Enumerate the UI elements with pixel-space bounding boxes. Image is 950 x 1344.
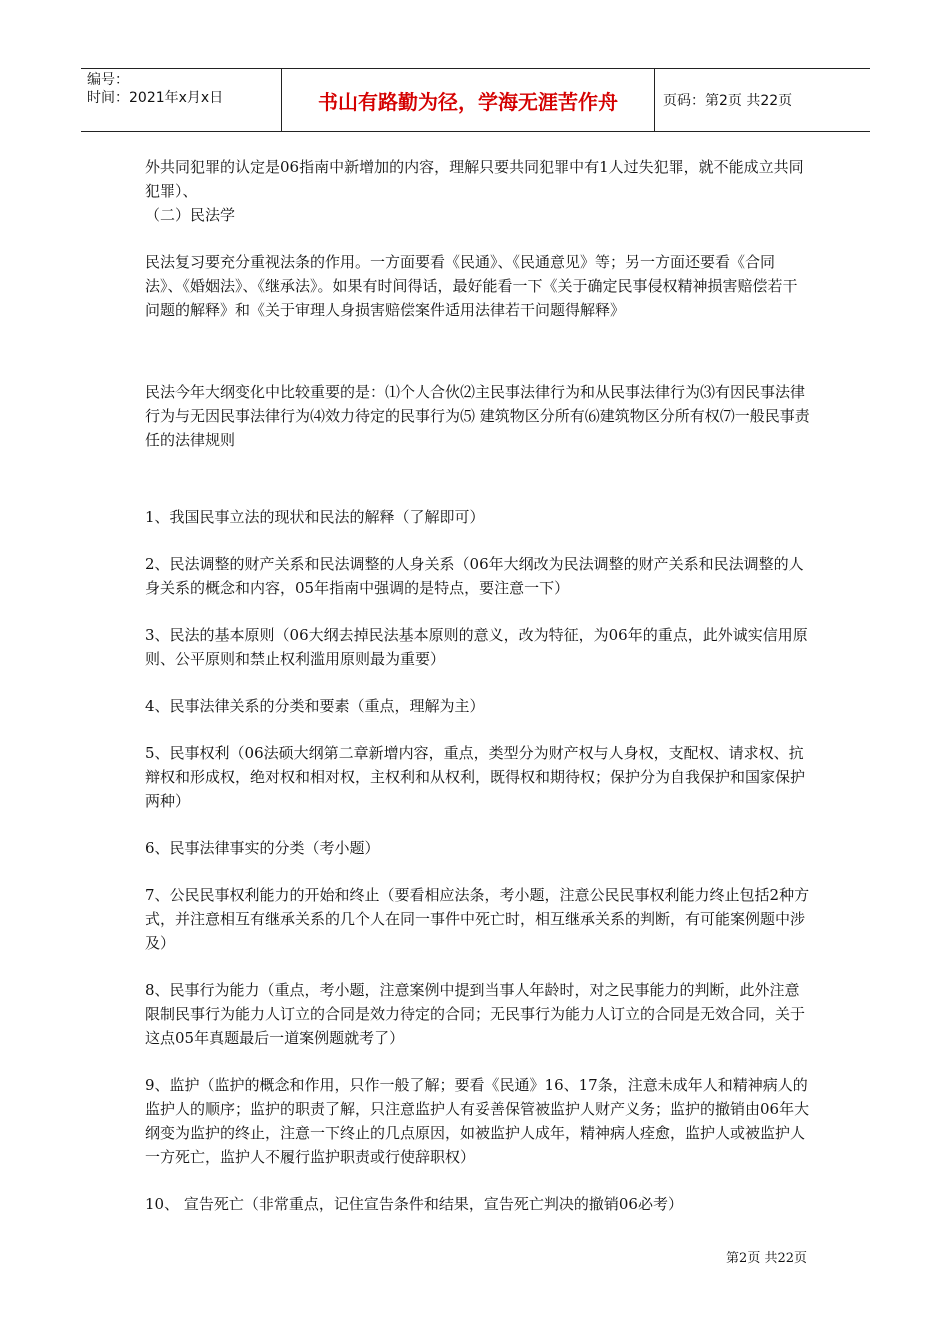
paragraph: 外共同犯罪的认定是06指南中新增加的内容，理解只要共同犯罪中有1人过失犯罪，就不能成立共同犯罪）、 bbox=[145, 158, 804, 200]
header-page-info: 页码：第2页 共22页 bbox=[663, 93, 793, 109]
list-item: 10、 宣告死亡（非常重点，记住宣告条件和结果，宣告死亡判决的撤销06必考） bbox=[145, 1195, 683, 1213]
page-footer: 第2页 共22页 bbox=[726, 1251, 807, 1266]
list-item: 7、公民民事权利能力的开始和终止（要看相应法条，考小题，注意公民民事权利能力终止包括2种方式，并注意相互有继承关系的几个人在同一事件中死亡时，相互继承关系的判断，有可能案例题中涉及） bbox=[145, 886, 810, 952]
doc-time-label: 时间：2021年x月x日 bbox=[87, 90, 224, 106]
section-heading: （二）民法学 bbox=[145, 206, 236, 224]
header-table bbox=[81, 68, 870, 132]
header-meta bbox=[81, 69, 282, 131]
list-item: 9、监护（监护的概念和作用，只作一般了解；要看《民通》16、17条，注意未成年人和精神病人的监护人的顺序；监护的职责了解，只注意监护人有妥善保管被监护人财产义务；监护的撤销由06年大纲变为监护的终止，注意一下终止的几点原因，如被监护人成年，精神病人痊愈，监护人或被监护人一方死亡，监护人不履行监护职责或行使辞职权） bbox=[145, 1076, 810, 1166]
paragraph: 民法今年大纲变化中比较重要的是：⑴个人合伙⑵主民事法律行为和从民事法律行为⑶有因民事法律行为与无因民事法律行为⑷效力待定的民事行为⑸ 建筑物区分所有⑹建筑物区分所有权⑺一般民事责任的法律规则 bbox=[145, 383, 810, 449]
paragraph: 民法复习要充分重视法条的作用。一方面要看《民通》、《民通意见》等；另一方面还要看《合同法》、《婚姻法》、《继承法》。如果有时间得话，最好能看一下《关于确定民事侵权精神损害赔偿若干问题的解释》和《关于审理人身损害赔偿案件适用法律若干问题得解释》 bbox=[145, 253, 798, 319]
list-item: 2、民法调整的财产关系和民法调整的人身关系（06年大纲改为民法调整的财产关系和民法调整的人身关系的概念和内容，05年指南中强调的是特点，要注意一下） bbox=[145, 555, 804, 597]
list-item: 5、民事权利（06法硕大纲第二章新增内容，重点，类型分为财产权与人身权，支配权、请求权、抗辩权和形成权，绝对权和相对权，主权利和从权利，既得权和期待权；保护分为自我保护和国家保护两种） bbox=[145, 744, 806, 810]
doc-number-label: 编号： bbox=[87, 72, 129, 88]
list-item: 8、民事行为能力（重点，考小题，注意案例中提到当事人年龄时，对之民事能力的判断，此外注意限制民事行为能力人订立的合同是效力待定的合同；无民事行为能力人订立的合同是无效合同，关于这点05年真题最后一道案例题就考了） bbox=[145, 981, 806, 1047]
document-body bbox=[145, 155, 810, 1216]
list-item: 6、民事法律事实的分类（考小题） bbox=[145, 839, 380, 857]
list-item: 3、民法的基本原则（06大纲去掉民法基本原则的意义，改为特征，为06年的重点，此外诚实信用原则、公平原则和禁止权利滥用原则最为重要） bbox=[145, 626, 808, 668]
list-item: 1、我国民事立法的现状和民法的解释（了解即可） bbox=[145, 508, 485, 526]
list-item: 4、民事法律关系的分类和要素（重点，理解为主） bbox=[145, 697, 485, 715]
header-motto: 书山有路勤为径，学海无涯苦作舟 bbox=[282, 69, 655, 131]
